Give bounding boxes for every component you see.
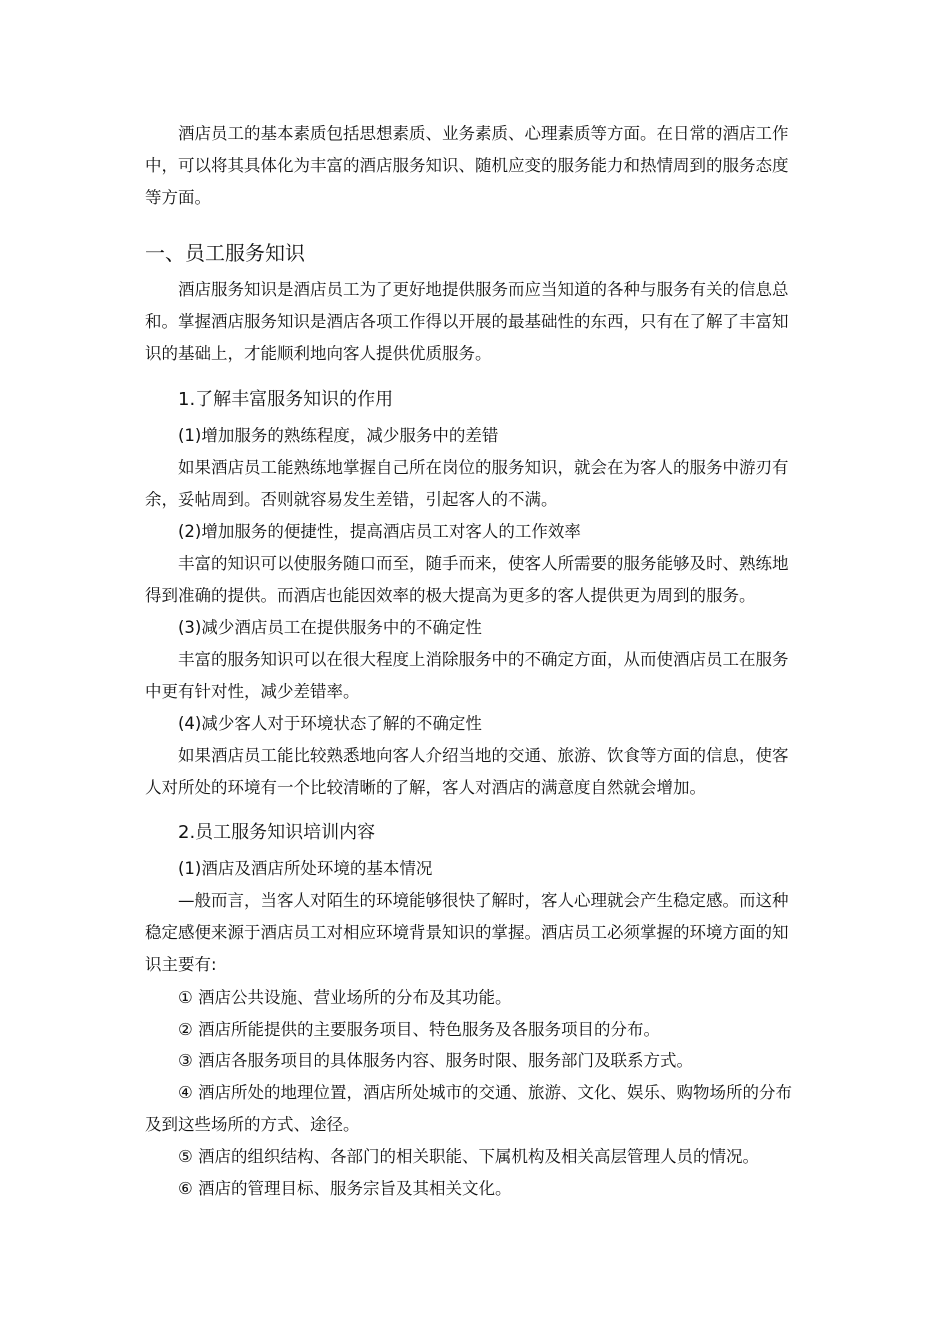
item-3-line-1: 丰富的服务知识可以在很大程度上消除服务中的不确定方面，从而使酒店员工在服务 (178, 650, 789, 669)
section-para-line-3: 识的基础上，才能顺利地向客人提供优质服务。 (145, 344, 492, 363)
intro-line-2: 中，可以将其具体化为丰富的酒店服务知识、随机应变的服务能力和热情周到的服务态度 (145, 156, 789, 175)
item-2-line-1: 丰富的知识可以使服务随口而至，随手而来，使客人所需要的服务能够及时、熟练地 (178, 554, 789, 573)
section-para-line-1: 酒店服务知识是酒店员工为了更好地提供服务而应当知道的各种与服务有关的信息总 (178, 280, 789, 299)
subsection-heading-2: 2.员工服务知识培训内容 (178, 822, 376, 843)
item-4-line-1: 如果酒店员工能比较熟悉地向客人介绍当地的交通、旅游、饮食等方面的信息，使客 (178, 746, 789, 765)
list-item-1: ① 酒店公共设施、营业场所的分布及其功能。 (178, 988, 512, 1007)
list-item-4: ④ 酒店所处的地理位置，酒店所处城市的交通、旅游、文化、娱乐、购物场所的分布 (178, 1083, 793, 1102)
item-4-line-2: 人对所处的环境有一个比较清晰的了解，客人对酒店的满意度自然就会增加。 (145, 778, 706, 797)
item-title-3: (3)减少酒店员工在提供服务中的不确定性 (178, 618, 482, 637)
intro-line-1: 酒店员工的基本素质包括思想素质、业务素质、心理素质等方面。在日常的酒店工作 (178, 124, 789, 143)
subsection-heading-1: 1.了解丰富服务知识的作用 (178, 389, 394, 410)
section-heading: 一、员工服务知识 (145, 241, 305, 265)
list-item-6: ⑥ 酒店的管理目标、服务宗旨及其相关文化。 (178, 1179, 512, 1198)
sub2-item-title-1: (1)酒店及酒店所处环境的基本情况 (178, 859, 433, 878)
intro-line-3: 等方面。 (145, 188, 211, 207)
item-title-2: (2)增加服务的便捷性，提高酒店员工对客人的工作效率 (178, 522, 581, 541)
item-1-line-1: 如果酒店员工能熟练地掌握自己所在岗位的服务知识，就会在为客人的服务中游刃有 (178, 458, 789, 477)
item-title-1: (1)增加服务的熟练程度，减少服务中的差错 (178, 426, 499, 445)
sub2-item-1-line-3: 识主要有: (145, 955, 217, 974)
sub2-item-1-line-2: 稳定感便来源于酒店员工对相应环境背景知识的掌握。酒店员工必须掌握的环境方面的知 (145, 923, 789, 942)
item-title-4: (4)减少客人对于环境状态了解的不确定性 (178, 714, 482, 733)
list-item-2: ② 酒店所能提供的主要服务项目、特色服务及各服务项目的分布。 (178, 1020, 661, 1039)
list-item-5: ⑤ 酒店的组织结构、各部门的相关职能、下属机构及相关高层管理人员的情况。 (178, 1147, 760, 1166)
list-item-3: ③ 酒店各服务项目的具体服务内容、服务时限、服务部门及联系方式。 (178, 1051, 694, 1070)
sub2-item-1-line-1: —般而言，当客人对陌生的环境能够很快了解时，客人心理就会产生稳定感。而这种 (178, 891, 789, 910)
item-1-line-2: 余，妥帖周到。否则就容易发生差错，引起客人的不满。 (145, 490, 558, 509)
section-para-line-2: 和。掌握酒店服务知识是酒店各项工作得以开展的最基础性的东西，只有在了解了丰富知 (145, 312, 789, 331)
item-2-line-2: 得到准确的提供。而酒店也能因效率的极大提高为更多的客人提供更为周到的服务。 (145, 586, 756, 605)
list-item-4-continued: 及到这些场所的方式、途径。 (145, 1115, 360, 1134)
item-3-line-2: 中更有针对性，减少差错率。 (145, 682, 360, 701)
